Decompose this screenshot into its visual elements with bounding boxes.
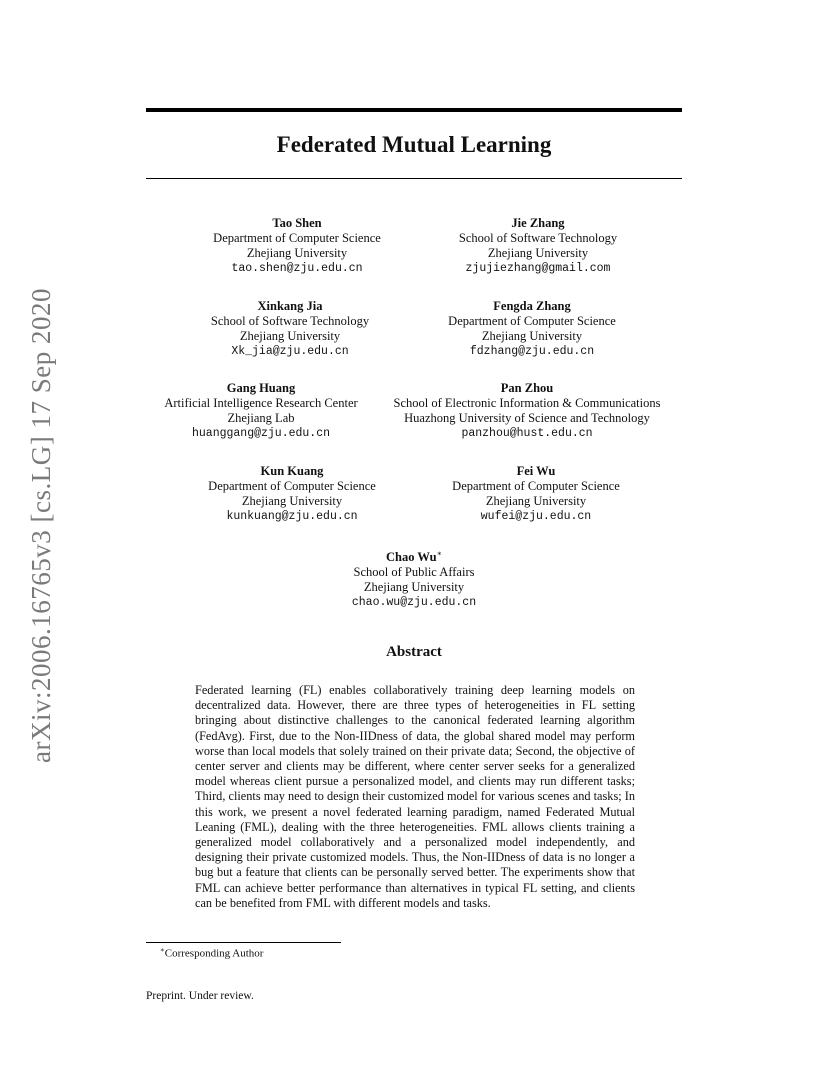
author-block [352,546,476,610]
author-name: Xinkang Jia [257,299,323,313]
author-name: Jie Zhang [511,216,565,230]
author-inst: Zhejiang University [487,246,589,260]
footnote-text: Corresponding Author [164,947,264,960]
title-bottom-rule [146,178,682,179]
author-dept: Department of Computer Science [208,479,376,493]
author-dept: Department of Computer Science [452,479,620,493]
author-name: Gang Huang [226,381,296,395]
author-inst: Zhejiang University [241,494,343,508]
author-block [213,216,381,276]
author-email[interactable]: fdzhang@zju.edu.cn [469,345,595,358]
arxiv-identifier [16,287,66,763]
footnote-rule [146,942,341,943]
preprint-note: Preprint. Under review. [146,990,254,1002]
author-name: Tao Shen [272,216,322,230]
author-inst: Zhejiang University [246,246,348,260]
author-name: Fengda Zhang [493,299,571,313]
author-inst: Zhejiang University [481,329,583,343]
author-email[interactable]: chao.wu@zju.edu.cn [351,596,477,610]
author-email[interactable]: tao.shen@zju.edu.cn [231,262,363,275]
author-email[interactable]: panzhou@hust.edu.cn [461,427,593,440]
author-inst: Zhejiang University [485,494,587,508]
author-block [452,464,620,524]
abstract-body: Federated learning (FL) enables collaboratively training deep learning models on decentralized data. However, there are three types of heterogeneities in FL setting bringing about distinctive challenges to the canonical federated learning algorithm (FedAvg). First, due to the Non-IIDness of data, the global shared model may perform worse than local models that solely trained on their private data; Second, the objective of center server and clients may be different, where center server seeks for a generalized model whereas client pursue a personalized model, and clients may run different tasks; Third, clients may need to design their customized model for various scenes and tasks; In this work, we present a novel federated learning paradigm, named Federated Mutual Leaning (FML), dealing with the three heterogeneities. FML allows clients training a generalized model collaboratively and a personalized model independently, and designing their private customized models. Thus, the Non-IIDness of data is no longer a bug but a feature that clients can be personally served better. The experiments show that FML can achieve better performance than alternatives in typical FL setting, and clients can be benefited from FML with different models and tasks. [195,683,635,910]
author-email[interactable]: zjujiezhang@gmail.com [465,262,611,275]
author-email[interactable]: wufei@zju.edu.cn [480,510,592,523]
author-inst: Zhejiang Lab [227,411,295,425]
paper-title: Federated Mutual Learning [276,132,552,157]
author-name: Kun Kuang [260,464,324,478]
author-inst: Zhejiang University [363,580,465,595]
author-name: Pan Zhou [500,381,554,395]
author-dept: School of Electronic Information & Communications [393,396,661,410]
author-block [394,381,661,441]
author-email[interactable]: kunkuang@zju.edu.cn [226,510,358,523]
author-dept: School of Software Technology [210,314,370,328]
author-email[interactable]: Xk_jia@zju.edu.cn [231,345,349,358]
title-top-rule [146,108,682,112]
author-email[interactable]: huanggang@zju.edu.cn [191,427,331,440]
author-block [211,299,369,359]
footnote [160,946,263,960]
author-block [208,464,376,524]
arxiv-identifier-text: arXiv:2006.16765v3 [cs.LG] 17 Sep 2020 [25,287,56,763]
footnote-mark: ∗ [160,946,165,954]
author-name: Fei Wu [516,464,556,478]
author-dept: School of Public Affairs [353,565,475,580]
author-block [459,216,617,276]
author-name: Chao Wu∗ [385,549,443,565]
author-inst: Zhejiang University [239,329,341,343]
author-inst: Huazhong University of Science and Technology [404,411,650,425]
author-dept: School of Software Technology [458,231,618,245]
corresponding-mark: ∗ [436,549,443,558]
author-block [448,299,616,359]
author-dept: Department of Computer Science [448,314,616,328]
author-dept: Artificial Intelligence Research Center [164,396,358,410]
author-dept: Department of Computer Science [213,231,381,245]
abstract-heading: Abstract [386,644,442,660]
author-block [164,381,357,441]
